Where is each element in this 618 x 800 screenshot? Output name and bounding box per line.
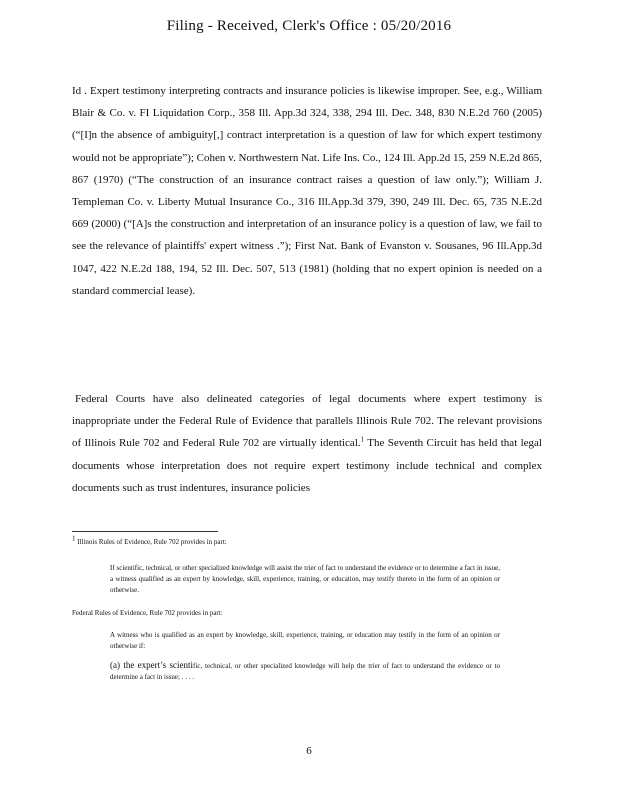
footnote-quote-illinois: If scientific, technical, or other specialized knowledge will assist the trier of fact to understand the evidence or to determine a fact in issue, a witness qualified as an expert by knowledge, skill, experience, training, or education, may testify thereto in the form of an opinion or otherwise. [110, 564, 500, 594]
footnote-reference[interactable]: 1 [360, 435, 365, 444]
page-number: 6 [306, 745, 312, 757]
body-paragraph-2 [72, 388, 542, 499]
footnote-divider [72, 531, 218, 532]
footnote-marker: 1 [72, 534, 76, 543]
filing-header: Filing - Received, Clerk's Office : 05/20/2016 [166, 18, 452, 34]
footnote-1 [72, 534, 542, 548]
footnote-quote-federal-a [110, 660, 500, 683]
paragraph-text [72, 388, 542, 499]
paragraph-text: Id . Expert testimony interpreting contracts and insurance policies is likewise improper. See, e.g., William Blair & Co. v. FI Liquidation Corp., 358 Ill. App.3d 324, 338, 294 Ill. Dec. 348, 830 N.E.2d 760 (2005) (“[I]n the absence of ambiguity[,] contract interpretation is a question of law for which expert testimony would not be appropriate”); Cohen v. Northwestern Nat. Life Ins. Co., 124 Ill. App.2d 15, 259 N.E.2d 865, 867 (1970) (“The construction of an insurance contract raises a question of law only.”); William J. Templeman Co. v. Liberty Mutual Insurance Co., 316 Ill.App.3d 379, 390, 249 Ill. Dec. 65, 735 N.E.2d 669 (2000) (“[A]s the construction and interpretation of an insurance policy is a question of law, we fail to see the relevance of plaintiffs' expert witness .”); First Nat. Bank of Evanston v. Sousanes, 96 Ill.App.3d 1047, 422 N.E.2d 188, 194, 52 Ill. Dec. 507, 513 (1981) (holding that no expert opinion is needed on a standard commercial lease). [72, 85, 542, 297]
paragraph-text-part: The Seventh Circuit has held that legal documents whose interpretation does not require expert testimony include technical and complex documents such as trust indentures, insurance policies [72, 437, 542, 494]
footnote-quote-rest: fic, technical, or other specialized knowledge will help the trier of fact to understand the evidence or to determine a fact in issue; . . . . [110, 662, 501, 681]
footnote-intro: Illinois Rules of Evidence, Rule 702 provides in part: [75, 538, 227, 546]
footnote-intro-federal: Federal Rules of Evidence, Rule 702 provides in part: [72, 609, 223, 617]
body-paragraph-1 [72, 80, 542, 302]
paragraph-text-part: Federal Courts have also delineated categories of legal documents where expert testimony is inappropriate under the Federal Rule of Evidence that parallels Illinois Rule 702. The relevant provisions of Illinois Rule 702 and Federal Rule 702 are virtually identical. [72, 393, 542, 450]
footnote-quote-lead: (a) the expert’s scienti [110, 660, 194, 670]
footnote-quote-federal: A witness who is qualified as an expert by knowledge, skill, experience, training, or education may testify in the form of an opinion or otherwise if: [110, 631, 500, 650]
